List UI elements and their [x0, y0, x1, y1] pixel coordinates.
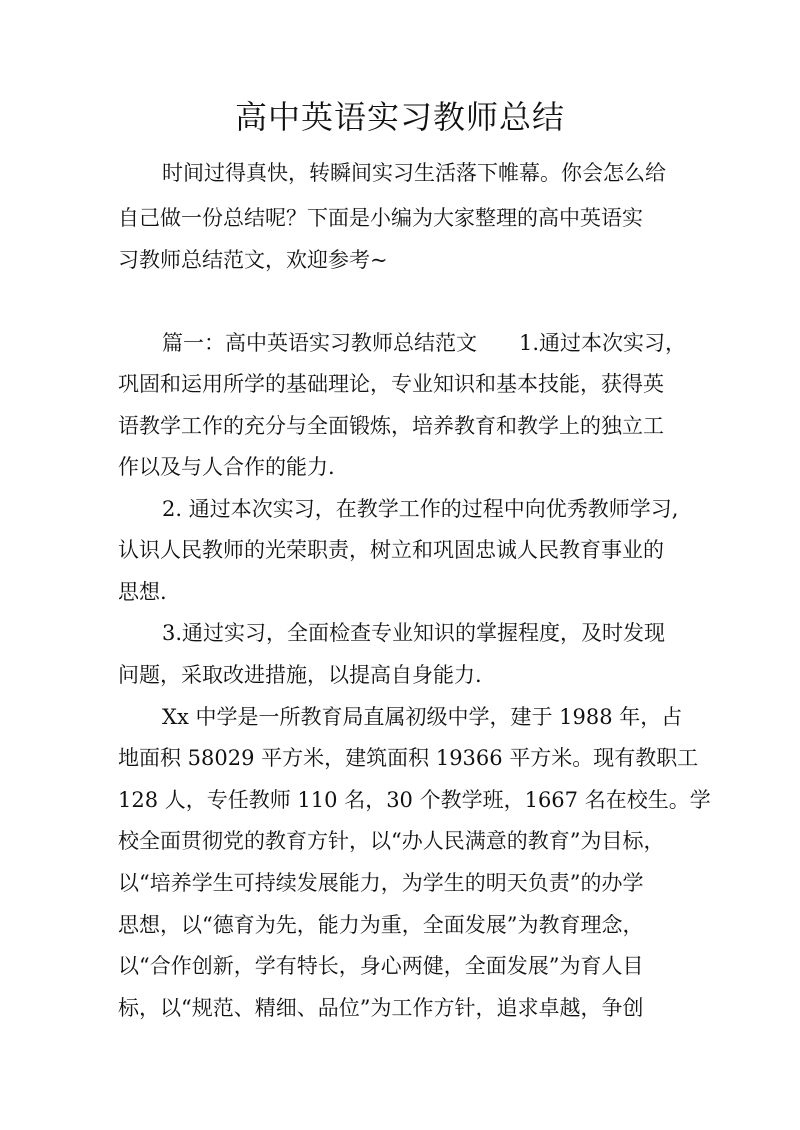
school-line-3: 128 人，专任教师 110 名，30 个教学班，1667 名在校生。学 [118, 788, 711, 812]
school-line-2: 地面积 58029 平方米，建筑面积 19366 平方米。现有教职工 [118, 746, 699, 770]
school-line-4: 校全面贯彻党的教育方针，以“办人民满意的教育”为目标， [118, 829, 665, 853]
point-3-line-1: 3.通过实习，全面检查专业知识的掌握程度，及时发现 [162, 621, 666, 645]
intro-line-1: 时间过得真快，转瞬间实习生活落下帷幕。你会怎么给 [162, 161, 666, 185]
school-line-5: 以“培养学生可持续发展能力，为学生的明天负责”的办学 [118, 871, 644, 895]
point-2-line-3: 思想. [118, 580, 167, 604]
point-3-line-2: 问题，采取改进措施，以提高自身能力. [118, 663, 482, 687]
school-line-7: 以“合作创新，学有特长，身心两健，全面发展”为育人目 [118, 954, 644, 978]
point-2-line-2: 认识人民教师的光荣职责，树立和巩固忠诚人民教育事业的 [118, 538, 664, 562]
school-line-1: Xx 中学是一所教育局直属初级中学，建于 1988 年，占 [162, 705, 683, 729]
point-2-line-1: 2. 通过本次实习，在教学工作的过程中向优秀教师学习, [162, 497, 679, 521]
school-line-8: 标，以“规范、精细、品位”为工作方针，追求卓越，争创 [118, 996, 644, 1020]
body-line-1: 巩固和运用所学的基础理论，专业知识和基本技能，获得英 [118, 372, 664, 396]
body-line-3: 作以及与人合作的能力. [118, 455, 335, 479]
document-title: 高中英语实习教师总结 [234, 98, 565, 136]
section-heading-line: 篇一：高中英语实习教师总结范文 1.通过本次实习， [162, 331, 687, 355]
intro-line-2: 自己做一份总结呢？下面是小编为大家整理的高中英语实 [118, 206, 643, 230]
school-line-6: 思想，以“德育为先，能力为重，全面发展”为教育理念， [118, 913, 644, 937]
body-line-2: 语教学工作的充分与全面锻炼，培养教育和教学上的独立工 [118, 414, 664, 438]
intro-line-3: 习教师总结范文，欢迎参考~ [118, 248, 388, 272]
